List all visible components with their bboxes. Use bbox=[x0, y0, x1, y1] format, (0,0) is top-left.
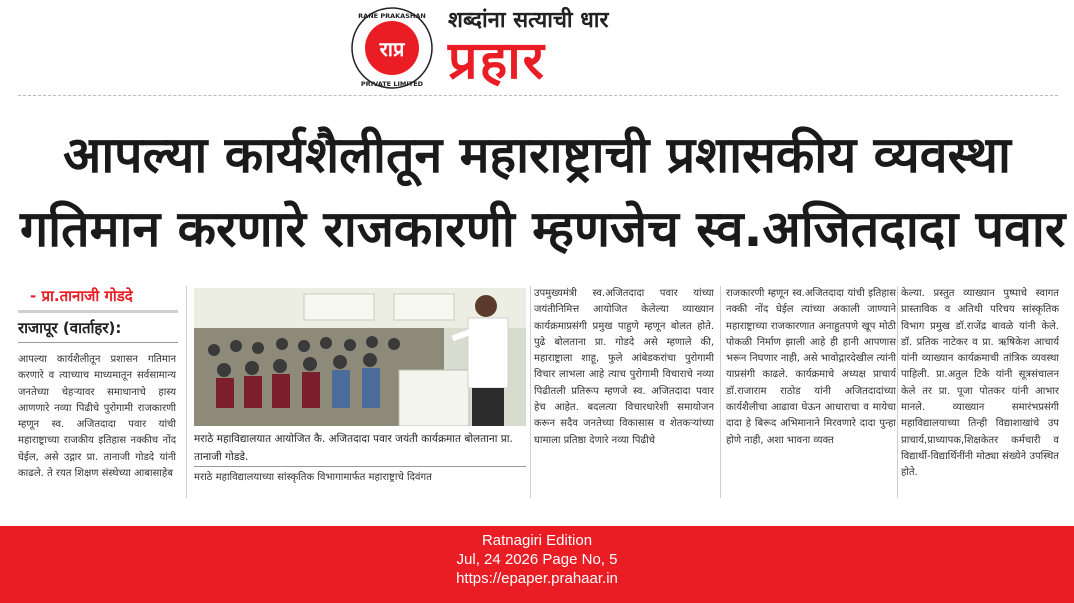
masthead-brand: प्रहार bbox=[448, 31, 546, 91]
event-photo bbox=[194, 288, 526, 426]
article-column-1: आपल्या कार्यशैलीतून प्रशासन गतिमान करणारे व त्याच्याच माध्यमातून सर्वसामान्य जनतेच्या चेहऱ्यावर समाधानाचे हास्य आणणारे नव्या पिढीचे पुरोगामी राजकारणी म्हणून स्व. अजितदादा पवार यांची महाराष्ट्राच्या राजकीय इतिहास नक्कीच नोंद घेईल, असे उद्गार प्रा. तानाजी गोडदे यांनी काढले. ते रयत शिक्षण संस्थेच्या आबासाहेब bbox=[18, 354, 176, 480]
headline-line-2: गतिमान करणारे राजकारणी म्हणजेच स्व.अजितदादा पवार bbox=[20, 200, 1066, 258]
svg-text:RANE PRAKASHAN: RANE PRAKASHAN bbox=[358, 12, 426, 20]
masthead-divider bbox=[18, 95, 1058, 96]
byline: - प्रा.तानाजी गोडदे bbox=[30, 287, 133, 305]
rane-prakashan-logo bbox=[345, 4, 439, 90]
footer-url[interactable]: https://epaper.prahaar.in bbox=[456, 570, 618, 587]
masthead-tagline: शब्दांना सत्याची धार bbox=[448, 7, 609, 33]
footer-edition: Ratnagiri Edition bbox=[481, 532, 593, 549]
svg-text:राप्र: राप्र bbox=[379, 37, 405, 61]
article-column-5: केल्या. प्रस्तुत व्याख्यान पुष्पाचे स्वागत प्रास्ताविक व अतिथी परिचय सांस्कृतिक विभाग प्रमुख डॉ.राजेंद्र बावळे यांनी केले. डॉ. प्रतिक नाटेकर व प्रा. ऋषिकेश आचार्य यांनी व्याख्यान कार्यक्रमाची तांत्रिक व्यवस्था पाहिली. प्रा.अतुल टिके यांनी सूत्रसंचालन केले तर प्रा. पूजा पोतकर यांनी आभार मानले. व्याख्यान समारंभप्रसंगी महाविद्यालयाच्या तिन्ही विद्याशाखांचे उप प्राचार्य,प्राध्यापक,शिक्षकेतर कर्मचारी व विद्यार्थी-विद्यार्थिनींनी मोठ्या संख्येने उपस्थित होते. bbox=[901, 288, 1059, 479]
column-divider bbox=[186, 286, 187, 498]
article-column-3: उपमुख्यमंत्री स्व.अजितदादा पवार यांच्या जयंतीनिमित्त आयोजित केलेल्या व्याख्यान कार्यक्रमाप्रसंगी प्रमुख पाहुणे म्हणून बोलत होते. पुढे बोलताना प्रा. गोडदे असे म्हणाले की, महाराष्ट्राला शाहू, फुले आंबेडकरांचा पुरोगामी विचार लाभला आहे त्याच पुरोगामी विचाराचे नव्या पिढीतली प्रतिरूप म्हणजे स्व. अजितदादा पवार हेच आहेत. बदलत्या विचारधारेशी समायोजन करून सदैव जनतेच्या विकासास व शेतकऱ्यांच्या घामाला प्रतिष्ठा देणारे नव्या पिढीचे bbox=[534, 288, 714, 446]
dateline: राजापूर (वार्ताहर): bbox=[18, 319, 122, 337]
masthead bbox=[0, 0, 1074, 92]
footer-date-page: Jul, 24 2026 Page No, 5 bbox=[456, 551, 618, 568]
article-column-2: मराठे महाविद्यालयाच्या सांस्कृतिक विभागामार्फत महाराष्ट्राचे दिवंगत bbox=[194, 472, 432, 483]
column-divider bbox=[720, 286, 721, 498]
dateline-divider bbox=[18, 342, 178, 343]
column-divider bbox=[897, 286, 898, 498]
caption-divider bbox=[194, 466, 526, 467]
column-divider bbox=[530, 286, 531, 498]
svg-text:PRIVATE LIMITED: PRIVATE LIMITED bbox=[360, 80, 424, 88]
photo-caption: मराठे महाविद्यालयात आयोजित कै. अजितदादा पवार जयंती कार्यक्रमात बोलताना प्रा. तानाजी गोडडे. bbox=[194, 433, 513, 463]
headline-line-1: आपल्या कार्यशैलीतून महाराष्ट्राची प्रशासकीय व्यवस्था bbox=[63, 126, 1011, 184]
byline-divider bbox=[18, 310, 178, 313]
article-column-4: राजकारणी म्हणून स्व.अजितदादा यांची इतिहास नक्की नोंद घेईल त्यांच्या अकाली जाण्याने महाराष्ट्राच्या राजकारणात अनाहुतपणे खूप मोठी पोकळी निर्माण झाली आहे ही हानी आपणास भरून निघणार नाही, असे भावोद्गारदेखील त्यांनी याप्रसंगी काढले. कार्यक्रमाचे अध्यक्ष प्राचार्य डॉ.राजाराम राठोड यांनी अजितदादांच्या कार्यशैलीचा आढावा घेऊन आधाराचा व मायेचा दादा हे बिरूद अभिमानाने मिरवणारे दादा पुन्हा होणे नाही, अशा भावना व्यक्त bbox=[726, 288, 896, 446]
